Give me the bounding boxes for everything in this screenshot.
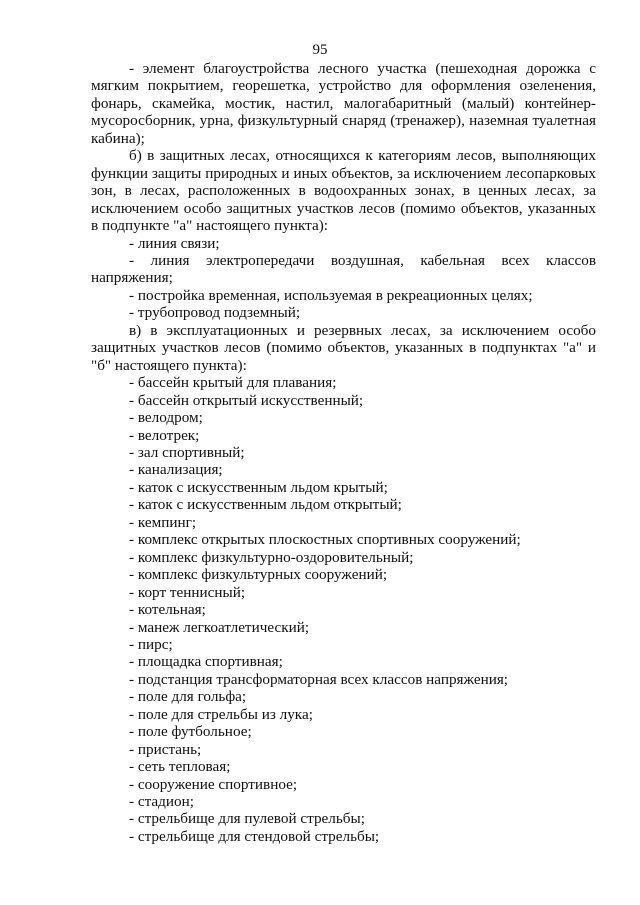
list-item: - подстанция трансформаторная всех классов напряжения; bbox=[129, 670, 509, 688]
list-item: - поле футбольное; bbox=[129, 723, 252, 741]
list-item: - каток с искусственным льдом открытый; bbox=[129, 496, 402, 514]
list-item: - сооружение спортивное; bbox=[129, 775, 298, 793]
list-item: - велотрек; bbox=[129, 426, 200, 444]
list-item: - пирс; bbox=[129, 635, 173, 653]
list-item: - бассейн крытый для плавания; bbox=[129, 374, 337, 392]
list-item: - комплекс открытых плоскостных спортивных сооружений; bbox=[129, 531, 521, 549]
list-item: - кемпинг; bbox=[129, 513, 197, 531]
list-item: - бассейн открытый искусственный; bbox=[129, 391, 364, 409]
list-item: - трубопровод подземный; bbox=[129, 304, 301, 322]
list-item: - линия связи; bbox=[129, 234, 220, 252]
paragraph-landscaping-elements: - элемент благоустройства лесного участка (пешеходная дорожка с мягким покрытием, георешетка, устройство для оформления озеленения, фонарь, скамейка, мостик, настил, малогабаритный (малый) контейнер-мусоросборник, урна, физкультурный снаряд (тренажер), наземная туалетная кабина); bbox=[91, 60, 596, 147]
list-item: - велодром; bbox=[129, 409, 203, 427]
list-item: - стрельбище для пулевой стрельбы; bbox=[129, 810, 365, 828]
list-item: - поле для стрельбы из лука; bbox=[129, 705, 313, 723]
list-item: - манеж легкоатлетический; bbox=[129, 618, 310, 636]
list-item: - зал спортивный; bbox=[129, 443, 245, 461]
list-item: - площадка спортивная; bbox=[129, 653, 283, 671]
paragraph-protective-forests: б) в защитных лесах, относящихся к категориям лесов, выполняющих функции защиты природных и иных объектов, за исключением лесопарковых зон, в лесах, расположенных в водоохранных зонах, в ценных лесах, за исключением особо защитных участков лесов (помимо объектов, указанных в подпункте "а" настоящего пункта): bbox=[91, 147, 596, 235]
paragraph-operational-forests: в) в эксплуатационных и резервных лесах, за исключением особо защитных участков лесов (помимо объектов, указанных в подпунктах "а" и "б" настоящего пункта): bbox=[91, 321, 596, 374]
list-item: - поле для гольфа; bbox=[129, 688, 247, 706]
list-item: - стадион; bbox=[129, 793, 194, 811]
list-item: - котельная; bbox=[129, 601, 206, 619]
document-body bbox=[91, 60, 596, 845]
page-number: 95 bbox=[312, 42, 328, 58]
list-item: - каток с искусственным льдом крытый; bbox=[129, 478, 388, 496]
list-item: - линия электропередачи воздушная, кабельная всех классов напряжения; bbox=[91, 251, 596, 287]
list-item: - канализация; bbox=[129, 461, 223, 479]
list-item: - сеть тепловая; bbox=[129, 758, 231, 776]
list-item: - комплекс физкультурных сооружений; bbox=[129, 566, 388, 584]
list-item: - корт теннисный; bbox=[129, 583, 246, 601]
list-item: - комплекс физкультурно-оздоровительный; bbox=[129, 548, 414, 566]
list-item: - постройка временная, используемая в рекреационных целях; bbox=[129, 286, 533, 304]
list-item: - стрельбище для стендовой стрельбы; bbox=[129, 827, 380, 845]
list-item: - пристань; bbox=[129, 740, 202, 758]
